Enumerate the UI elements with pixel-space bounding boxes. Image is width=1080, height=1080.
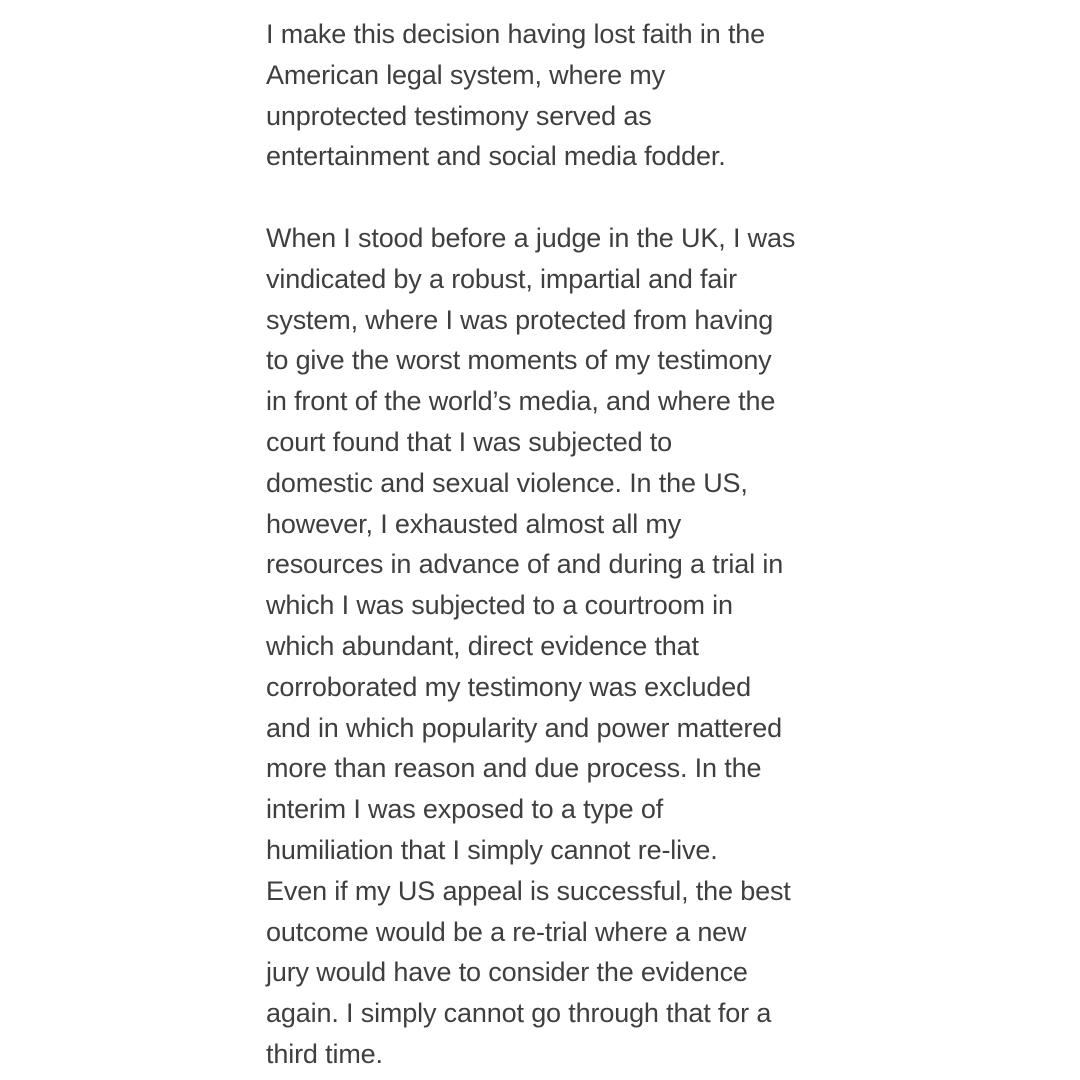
paragraph-1 (266, 14, 866, 177)
note-body (266, 14, 866, 1075)
text-line: again. I simply cannot go through that for a (266, 998, 772, 1029)
text-line: resources in advance of and during a trial in (266, 549, 784, 580)
text-line: court found that I was subjected to (266, 426, 672, 457)
text-line: entertainment and social media fodder. (266, 141, 726, 172)
text-line: interim I was exposed to a type of (266, 794, 664, 825)
text-line: vindicated by a robust, impartial and fair (266, 263, 737, 294)
text-line: which abundant, direct evidence that (266, 630, 699, 661)
text-line: outcome would be a re-trial where a new (266, 916, 747, 947)
text-line: domestic and sexual violence. In the US, (266, 467, 748, 498)
paragraph-2 (266, 218, 866, 1075)
text-line: humiliation that I simply cannot re-live. (266, 834, 718, 865)
text-line: jury would have to consider the evidence (266, 957, 748, 988)
text-line: however, I exhausted almost all my (266, 508, 682, 539)
text-line: more than reason and due process. In the (266, 753, 762, 784)
text-line: corroborated my testimony was excluded (266, 671, 752, 702)
text-line: system, where I was protected from having (266, 304, 774, 335)
paragraph-gap (266, 177, 866, 218)
text-line: Even if my US appeal is successful, the best (266, 875, 791, 906)
text-line: and in which popularity and power mattered (266, 712, 783, 743)
text-line: unprotected testimony served as (266, 100, 652, 131)
text-line: American legal system, where my (266, 59, 665, 90)
text-line: I make this decision having lost faith in the (266, 19, 766, 49)
text-line: When I stood before a judge in the UK, I was (266, 222, 796, 253)
text-line: third time. (266, 1038, 383, 1069)
text-line: which I was subjected to a courtroom in (266, 590, 733, 621)
text-line: in front of the world’s media, and where the (266, 386, 776, 417)
text-line: to give the worst moments of my testimony (266, 345, 772, 376)
